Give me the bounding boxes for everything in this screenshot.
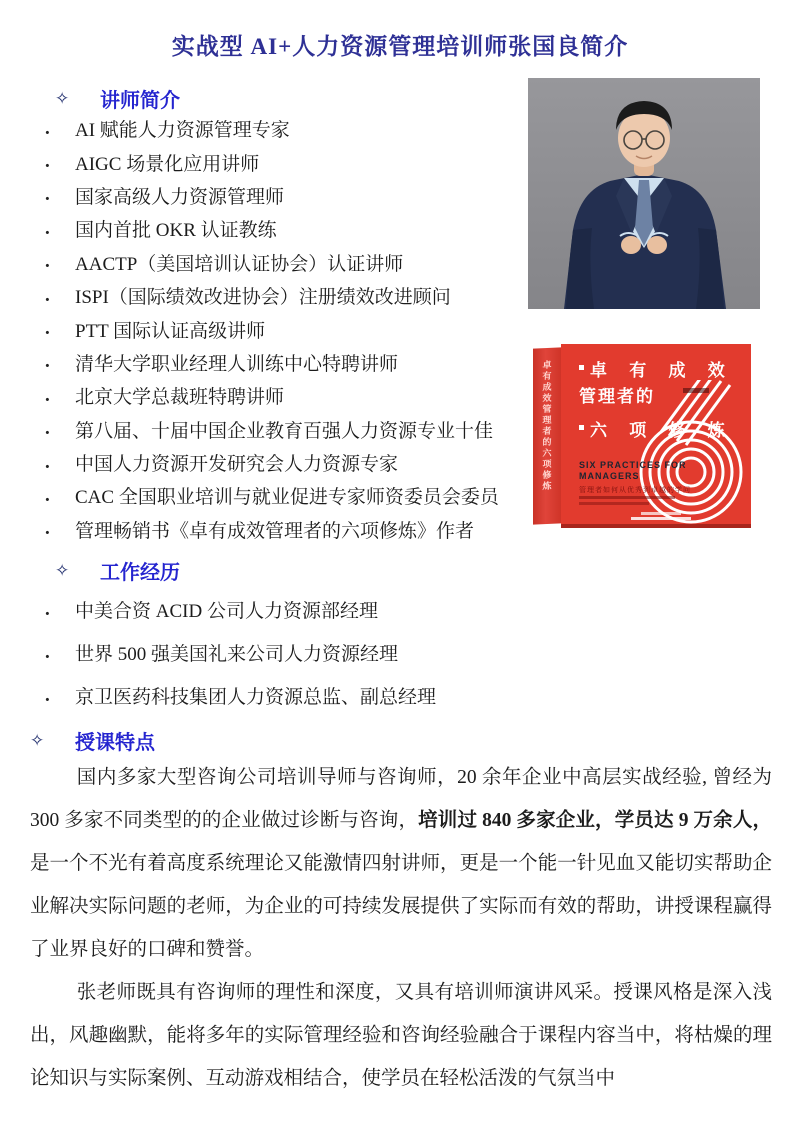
paragraph-text: 国内多家大型咨询公司培训导师与咨询师，20 余年企业中高层实战经验, 曾经为 300 多家不同类型的的企业做过诊断与咨询， <box>30 767 772 831</box>
diamond-bullet-icon: ✧ <box>30 730 45 750</box>
trainer-photo <box>528 78 760 309</box>
book-spine <box>533 347 561 524</box>
list-item-label: ISPI（国际绩效改进协会）注册绩效改进顾问 <box>75 287 451 309</box>
book-title-line1: 卓 有 成 效 <box>579 356 734 381</box>
dot-bullet-icon: . <box>45 184 50 206</box>
list-item-label: AI 赋能人力资源管理专家 <box>75 120 290 142</box>
features-paragraph-2 <box>30 971 772 1100</box>
book-cover <box>523 340 763 530</box>
dot-bullet-icon: . <box>45 151 50 173</box>
book-spine-title: 卓有成效管理者的六项修炼 <box>541 359 552 493</box>
dot-bullet-icon: . <box>45 284 50 306</box>
publisher-mark <box>631 517 691 520</box>
dot-bullet-icon: . <box>45 684 50 706</box>
list-item-label: PTT 国际认证高级讲师 <box>75 320 266 342</box>
section-heading-label: 讲师简介 <box>100 90 180 112</box>
dot-bullet-icon: . <box>45 251 50 273</box>
dot-bullet-icon: . <box>45 451 50 473</box>
list-item-label: 国家高级人力资源管理师 <box>75 186 285 208</box>
book-subtitle-en: SIX PRACTICES FOR MANAGERS <box>579 460 687 481</box>
profile-item-list <box>30 112 525 546</box>
book-small-text-bar <box>579 496 675 499</box>
page-title: 实战型 AI+人力资源管理培训师张国良简介 <box>171 34 629 59</box>
book-front-cover <box>561 344 751 528</box>
section-heading-profile <box>30 84 180 113</box>
section-heading-label: 授课特点 <box>75 732 155 754</box>
list-item <box>30 479 525 512</box>
list-item <box>30 631 525 674</box>
list-item <box>30 588 525 631</box>
dot-bullet-icon: . <box>45 318 50 340</box>
list-item <box>30 413 525 446</box>
list-item-label: 北京大学总裁班特聘讲师 <box>75 387 285 409</box>
experience-item-list <box>30 588 525 717</box>
list-item-label: 国内首批 OKR 认证教练 <box>75 220 277 242</box>
list-item <box>30 246 525 279</box>
list-item <box>30 346 525 379</box>
dot-bullet-icon: . <box>45 384 50 406</box>
dot-bullet-icon: . <box>45 117 50 139</box>
list-item-label: 中国人力资源开发研究会人力资源专家 <box>75 454 399 476</box>
dot-bullet-icon: . <box>45 351 50 373</box>
list-item <box>30 513 525 546</box>
trainer-photo-graphic <box>528 78 760 309</box>
book-small-text-bar <box>579 502 649 505</box>
book-author-mark <box>683 388 709 393</box>
dot-bullet-icon: . <box>45 217 50 239</box>
list-item <box>30 212 525 245</box>
dot-bullet-icon: . <box>45 598 50 620</box>
list-item-label: 第八届、十届中国企业教育百强人力资源专业十佳 <box>75 420 494 442</box>
list-item <box>30 112 525 145</box>
section-heading-experience <box>30 556 180 585</box>
features-paragraph-1 <box>30 756 772 971</box>
list-item <box>30 145 525 178</box>
list-item-label: 世界 500 强美国礼来公司人力资源经理 <box>75 644 399 665</box>
list-item-label: 清华大学职业经理人训练中心特聘讲师 <box>75 353 399 375</box>
list-item-label: AACTP（美国培训认证协会）认证讲师 <box>75 253 404 275</box>
list-item <box>30 312 525 345</box>
list-item <box>30 179 525 212</box>
paragraph-bold-text: 培训过 840 多家企业，学员达 9 万余人， <box>418 810 772 831</box>
book-title-line2: 管理者的 <box>579 387 655 406</box>
paragraph-text: 是一个不光有着高度系统理论又能激情四射讲师，更是一个能一针见血又能切实帮助企业解决实际问题的老师，为企业的可持续发展提供了实际而有效的帮助，讲授课程赢得了业界良好的口碑和赞誉。 <box>30 853 772 960</box>
list-item-label: CAC 全国职业培训与就业促进专家师资委员会委员 <box>75 487 499 509</box>
dot-bullet-icon: . <box>45 418 50 440</box>
dot-bullet-icon: . <box>45 641 50 663</box>
diamond-bullet-icon: ✧ <box>55 88 70 108</box>
list-item <box>30 379 525 412</box>
list-item <box>30 446 525 479</box>
diamond-bullet-icon: ✧ <box>55 560 70 580</box>
book-tagline: 管理者如何从优秀到卓越的学问 <box>579 486 691 494</box>
book-title-line3: 六 项 修 炼 <box>579 416 734 441</box>
list-item-label: AIGC 场景化应用讲师 <box>75 153 260 175</box>
square-bullet-icon <box>579 365 584 370</box>
paragraph-text: 张老师既具有咨询师的理性和深度，又具有培训师演讲风采。授课风格是深入浅出，风趣幽默，能将多年的实际管理经验和咨询经验融合于课程内容当中，将枯燥的理论知识与实际案例、互动游戏相结合，使学员在轻松活泼的气氛当中 <box>30 982 772 1089</box>
list-item-label: 京卫医药科技集团人力资源总监、副总经理 <box>75 687 437 708</box>
dot-bullet-icon: . <box>45 518 50 540</box>
list-item <box>30 674 525 717</box>
section-heading-label: 工作经历 <box>100 562 180 584</box>
square-bullet-icon <box>579 425 584 430</box>
dot-bullet-icon: . <box>45 484 50 506</box>
list-item-label: 管理畅销书《卓有成效管理者的六项修炼》作者 <box>75 520 475 542</box>
list-item <box>30 279 525 312</box>
list-item-label: 中美合资 ACID 公司人力资源部经理 <box>75 601 378 622</box>
section-heading-features <box>30 726 155 755</box>
publisher-mark <box>641 512 681 515</box>
